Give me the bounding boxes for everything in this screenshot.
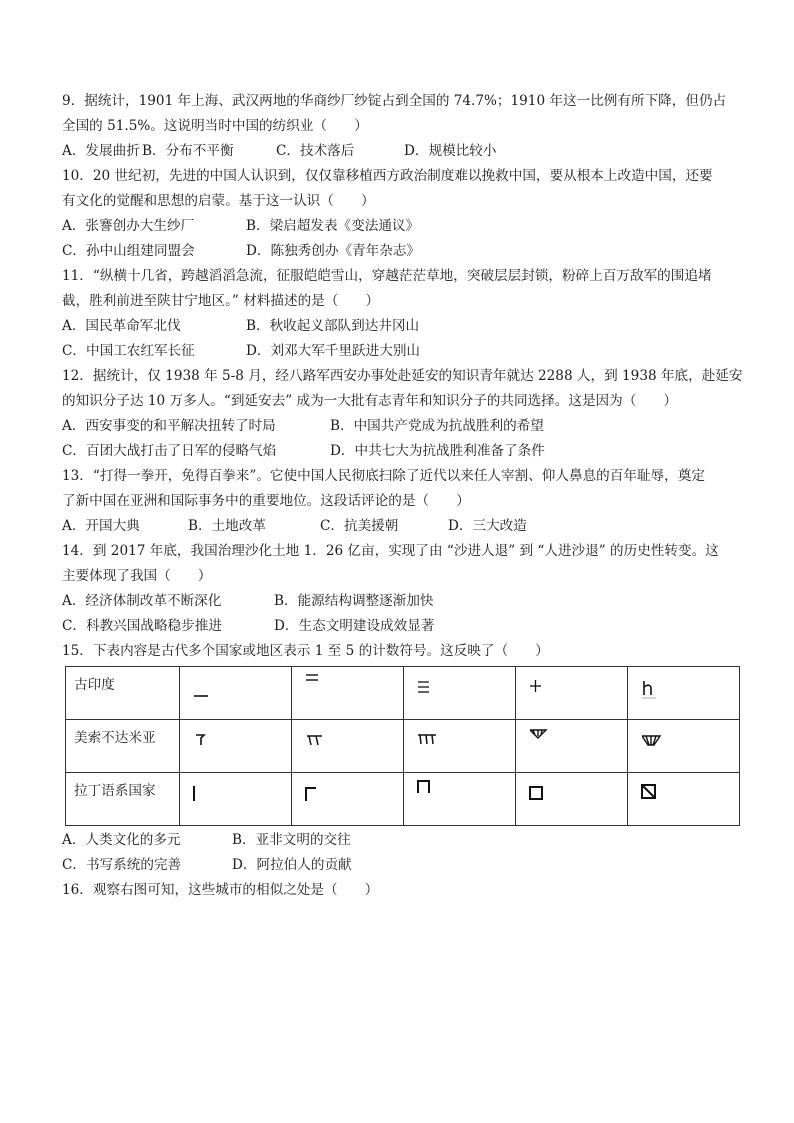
question-10-options-1 — [62, 214, 734, 239]
option-d: D．刘邓大军千里跃进大别山 — [246, 343, 421, 359]
symbol-3 — [404, 720, 516, 773]
question-11-stem-1: 11．“纵横十几省，跨越滔滔急流，征服皑皑雪山，穿越茫茫草地，突破层层封锁，粉碎上百万敌军的围追堵 — [62, 268, 712, 284]
cuneiform-one-glyph — [194, 732, 254, 758]
option-c: C．孙中山组建同盟会 — [62, 243, 195, 259]
option-b: B．亚非文明的交往 — [232, 832, 351, 848]
india-four-glyph — [530, 679, 590, 705]
question-15-options-1 — [62, 828, 734, 853]
question-16 — [62, 878, 734, 903]
cuneiform-four-glyph — [530, 728, 590, 754]
symbol-4 — [516, 667, 628, 720]
option-a: A．西安事变的和平解决扭转了时局 — [62, 418, 276, 434]
option-b: B．秋收起义部队到达井冈山 — [246, 318, 420, 334]
question-11-options-2 — [62, 339, 734, 364]
question-15 — [62, 639, 734, 878]
symbol-2 — [292, 773, 404, 826]
question-10-stem-1: 10．20 世纪初，先进的中国人认识到，仅仅靠移植西方政治制度难以挽救中国，要从根本上改造中国，还要 — [62, 168, 713, 184]
question-15-options-2 — [62, 853, 734, 878]
option-b: B．中国共产党成为抗战胜利的希望 — [330, 418, 544, 434]
symbol-3 — [404, 667, 516, 720]
option-a: A．发展曲折 — [62, 143, 140, 159]
question-11-options-1 — [62, 314, 734, 339]
question-9-options — [62, 139, 734, 164]
question-13-options — [62, 514, 734, 539]
question-11-stem-2: 截，胜利前进至陕甘宁地区。” 材料描述的是（ ） — [62, 293, 380, 309]
option-d: D．规模比较小 — [404, 143, 497, 159]
option-a: A．人类文化的多元 — [62, 832, 181, 848]
table-row-ancient-india — [66, 667, 740, 720]
question-16-stem-1: 16．观察右图可知，这些城市的相似之处是（ ） — [62, 882, 379, 898]
symbol-2 — [292, 720, 404, 773]
cuneiform-three-glyph — [418, 732, 478, 758]
question-9-stem-2: 全国的 51.5%。这说明当时中国的纺织业（ ） — [62, 118, 368, 134]
option-c: C．中国工农红军长征 — [62, 343, 195, 359]
question-11 — [62, 264, 734, 364]
option-d: D．阿拉伯人的贡献 — [232, 857, 352, 873]
option-d: D．生态文明建设成效显著 — [274, 618, 435, 634]
option-b: B．梁启超发表《变法通议》 — [246, 218, 420, 234]
row-label: 古印度 — [66, 667, 180, 720]
question-10 — [62, 164, 734, 264]
latin-one-glyph — [192, 785, 252, 811]
cuneiform-two-glyph — [306, 732, 366, 758]
option-c: C．抗美援朝 — [320, 518, 399, 534]
question-13-stem-2: 了新中国在亚洲和国际事务中的重要地位。这段话评论的是（ ） — [62, 493, 470, 509]
question-14-options-1 — [62, 589, 734, 614]
option-c: C．书写系统的完善 — [62, 857, 182, 873]
symbol-5 — [628, 667, 740, 720]
option-d: D．三大改造 — [448, 518, 527, 534]
symbol-4 — [516, 773, 628, 826]
option-a: A．张謇创办大生纱厂 — [62, 218, 195, 234]
option-b: B．土地改革 — [188, 518, 266, 534]
option-c: C．百团大战打击了日军的侵略气焰 — [62, 443, 277, 459]
question-13 — [62, 464, 734, 539]
question-14 — [62, 539, 734, 639]
symbol-1 — [180, 667, 292, 720]
option-c: C．技术落后 — [276, 143, 355, 159]
question-12-stem-2: 的知识分子达 10 万多人。“到延安去” 成为一大批有志青年和知识分子的共同选择。这是因为（ ） — [62, 393, 678, 409]
symbol-1 — [180, 773, 292, 826]
latin-two-glyph — [304, 785, 364, 811]
question-12-options-1 — [62, 414, 734, 439]
question-14-stem-2: 主要体现了我国（ ） — [62, 568, 212, 584]
india-two-glyph — [306, 669, 366, 695]
question-12 — [62, 364, 743, 464]
question-9-stem-1: 9．据统计，1901 年上海、武汉两地的华商纱厂纱锭占到全国的 74.7%；1910 年这一比例有所下降，但仍占 — [62, 93, 727, 109]
option-d: D．中共七大为抗战胜利准备了条件 — [330, 443, 545, 459]
question-15-stem-1: 15．下表内容是古代多个国家或地区表示 1 至 5 的计数符号。这反映了（ ） — [62, 643, 549, 659]
option-d: D．陈独秀创办《青年杂志》 — [246, 243, 421, 259]
row-label: 拉丁语系国家 — [66, 773, 180, 826]
india-one-glyph — [194, 679, 254, 705]
latin-three-glyph — [416, 779, 476, 805]
latin-five-glyph — [640, 783, 700, 809]
question-14-stem-1: 14．到 2017 年底，我国治理沙化土地 1．26 亿亩，实现了由 “沙进人退” 到 “人进沙退” 的历史性转变。这 — [62, 543, 719, 559]
option-a: A．国民革命军北伐 — [62, 318, 181, 334]
counting-symbols-table — [65, 666, 740, 826]
symbol-2 — [292, 667, 404, 720]
table-row-mesopotamia — [66, 720, 740, 773]
symbol-5 — [628, 773, 740, 826]
question-12-options-2 — [62, 439, 734, 464]
option-b: B．能源结构调整逐渐加快 — [274, 593, 434, 609]
india-five-glyph — [642, 679, 702, 705]
symbol-5 — [628, 720, 740, 773]
question-12-stem-1: 12．据统计，仅 1938 年 5-8 月，经八路军西安办事处赴延安的知识青年就达 2288 人，到 1938 年底，赴延安 — [62, 368, 743, 384]
table-row-latin-countries — [66, 773, 740, 826]
symbol-4 — [516, 720, 628, 773]
question-10-stem-2: 有文化的觉醒和思想的启蒙。基于这一认识（ ） — [62, 193, 375, 209]
latin-four-glyph — [528, 785, 588, 811]
question-14-options-2 — [62, 614, 734, 639]
exam-page — [62, 89, 743, 903]
question-13-stem-1: 13．“打得一拳开，免得百拳来”。它使中国人民彻底扫除了近代以来任人宰割、仰人鼻息的百年耻辱，奠定 — [62, 468, 705, 484]
question-9 — [62, 89, 734, 164]
option-a: A．经济体制改革不断深化 — [62, 593, 222, 609]
symbol-1 — [180, 720, 292, 773]
india-three-glyph — [418, 679, 478, 705]
option-b: B．分布不平衡 — [142, 143, 234, 159]
option-a: A．开国大典 — [62, 518, 140, 534]
option-c: C．科教兴国战略稳步推进 — [62, 618, 222, 634]
row-label: 美索不达米亚 — [66, 720, 180, 773]
cuneiform-five-glyph — [642, 732, 702, 758]
question-10-options-2 — [62, 239, 734, 264]
symbol-3 — [404, 773, 516, 826]
